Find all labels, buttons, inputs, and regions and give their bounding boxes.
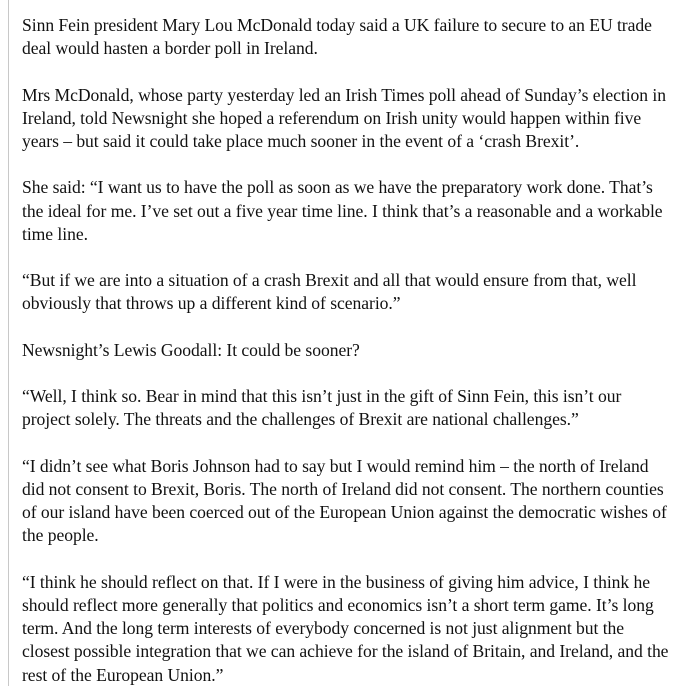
paragraph-question: Newsnight’s Lewis Goodall: It could be sooner? [22,339,360,360]
paragraph-quote-long-term: “I think he should reflect on that. If I were in the business of giving him advice, I think he should reflect more generally that politics and economics isn’t a short term game. It’s long term. And the long term interests of everybody concerned is not just alignment but the closest possible integration that we can achieve for the island of Britain, and Ireland, and the rest of the European Union.” [22,571,669,685]
paragraph-context: Mrs McDonald, whose party yesterday led an Irish Times poll ahead of Sunday’s election in Ireland, told Newsnight she hoped a referendum on Irish unity would happen within five years – but said it could take place much sooner in the event of a ‘crash Brexit’. [22,84,666,151]
page-left-border [8,0,9,686]
paragraph-lead: Sinn Fein president Mary Lou McDonald today said a UK failure to secure to an EU trade deal would hasten a border poll in Ireland. [22,15,652,59]
paragraph-quote-timeline: She said: “I want us to have the poll as soon as we have the preparatory work done. That’s the ideal for me. I’ve set out a five year time line. I think that’s a reasonable and a workable time line. [22,177,663,244]
paragraph-quote-crash-brexit: “But if we are into a situation of a crash Brexit and all that would ensure from that, well obviously that throws up a different kind of scenario.” [22,270,637,314]
paragraph-quote-national-challenges: “Well, I think so. Bear in mind that this isn’t just in the gift of Sinn Fein, this isn’t our project solely. The threats and the challenges of Brexit are national challenges.” [22,386,622,430]
paragraph-quote-consent: “I didn’t see what Boris Johnson had to say but I would remind him – the north of Ireland did not consent to Brexit, Boris. The north of Ireland did not consent. The northern counties of our island have been coerced out of the European Union against the democratic wishes of the people. [22,455,667,546]
